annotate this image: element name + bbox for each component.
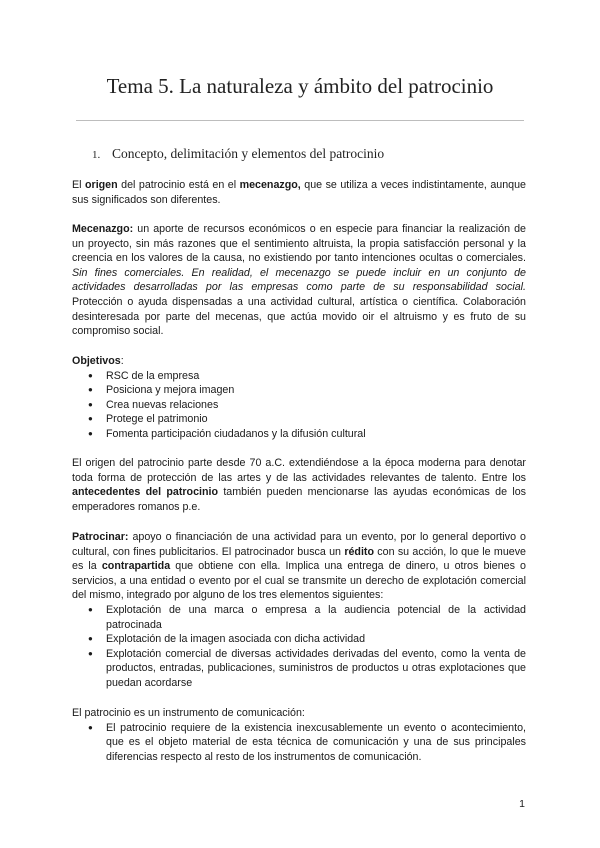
list-item: ● Explotación de una marca o empresa a la audiencia potencial de la actividad patrocinada bbox=[106, 603, 526, 632]
objectives-block bbox=[72, 354, 526, 442]
text-run: que obtiene con ella. Implica una entrega de dinero, u otros bienes o servicios, a una entidad o evento por el cual se transmite un derecho de explotación comercial del mismo, integrado por alguno de los tres elementos siguientes: bbox=[72, 560, 526, 602]
text-run: El bbox=[72, 179, 85, 191]
bold-antecedentes: antecedentes del patrocinio bbox=[72, 486, 219, 499]
term-mecenazgo: Mecenazgo: bbox=[72, 223, 134, 235]
text-run: un aporte de recursos económicos o en especie para financiar la realización de un proyecto, sin más razones que el sentimiento altruista, la propia satisfacción personal y la creencia en los valores de la causa, no existiendo por tanto intenciones ocultas o comerciales. bbox=[72, 223, 526, 265]
section-title: Concepto, delimitación y elementos del patrocinio bbox=[112, 146, 385, 161]
list-item: ● El patrocinio requiere de la existencia inexcusablemente un evento o acontecimiento, que es el objeto material de esta técnica de comunicación y una de sus principales diferencias respecto al resto de los instrumentos de comunicación. bbox=[106, 721, 526, 765]
paragraph-mecenazgo bbox=[72, 222, 526, 339]
list-item: ● Explotación de la imagen asociada con dicha actividad bbox=[106, 632, 526, 647]
list-item: ● Posiciona y mejora imagen bbox=[106, 383, 526, 398]
text-run: El origen del patrocinio parte desde 70 a.C. extendiéndose a la época moderna para denotar toda forma de protección de las artes y de las actividades relevantes de talento. Entre los bbox=[72, 457, 526, 484]
bold-mecenazgo: mecenazgo, bbox=[239, 179, 301, 191]
instrument-intro: El patrocinio es un instrumento de comunicación: bbox=[72, 707, 305, 719]
bold-origen: origen bbox=[85, 179, 118, 191]
text-run: también pueden mencionarse las ayudas económicas de los emperadores romanos p.e. bbox=[72, 486, 526, 513]
text-run: que se utiliza a veces indistintamente, aunque sus significados son diferentes. bbox=[72, 179, 526, 206]
instrument-list bbox=[72, 721, 526, 765]
list-item: ● Crea nuevas relaciones bbox=[106, 398, 526, 413]
bold-contrapartida: contrapartida bbox=[101, 560, 171, 573]
bold-redito: rédito bbox=[344, 545, 375, 558]
text-run: apoyo o financiación de una actividad para un evento, por lo general deportivo o cultural, con fines publicitarios. El patrocinador busca un bbox=[72, 531, 526, 558]
paragraph-patrocinar bbox=[72, 530, 526, 691]
section-number: 1. bbox=[92, 149, 101, 161]
paragraph-instrumento bbox=[72, 706, 526, 764]
list-item: ● Fomenta participación ciudadanos y la difusión cultural bbox=[106, 427, 526, 442]
list-item: ● Protege el patrimonio bbox=[106, 412, 526, 427]
list-item: ● Explotación comercial de diversas actividades derivadas del evento, como la venta de productos, entradas, publicaciones, suministros de productos u otras explotaciones que puedan acordarse bbox=[106, 647, 526, 691]
section-heading bbox=[92, 146, 384, 162]
title-divider bbox=[76, 120, 524, 121]
list-item: ● RSC de la empresa bbox=[106, 369, 526, 384]
objectives-label: Objetivos bbox=[72, 355, 121, 367]
document-title: Tema 5. La naturaleza y ámbito del patrocinio bbox=[106, 74, 494, 98]
text-run: : bbox=[120, 355, 124, 367]
text-run: Protección o ayuda dispensadas a una actividad cultural, artística o científica. Colaboración desinteresada por parte del mecenas, que actúa movido oir el altruismo y es fruto de su compromiso social. bbox=[72, 295, 526, 338]
elements-list bbox=[72, 603, 526, 691]
text-run: del patrocinio está en el bbox=[117, 179, 240, 191]
paragraph-antecedentes bbox=[72, 456, 526, 514]
objectives-list bbox=[72, 369, 526, 442]
text-run: con su acción, lo que le mueve es la bbox=[72, 545, 526, 573]
term-patrocinar: Patrocinar: bbox=[72, 531, 129, 543]
italic-note: Sin fines comerciales. En realidad, el mecenazgo se puede incluir en un conjunto de actividades desarrolladas por las empresas como parte de su responsabilidad social. bbox=[72, 266, 526, 294]
page-number: 1 bbox=[519, 798, 525, 810]
paragraph-origen bbox=[72, 178, 526, 207]
